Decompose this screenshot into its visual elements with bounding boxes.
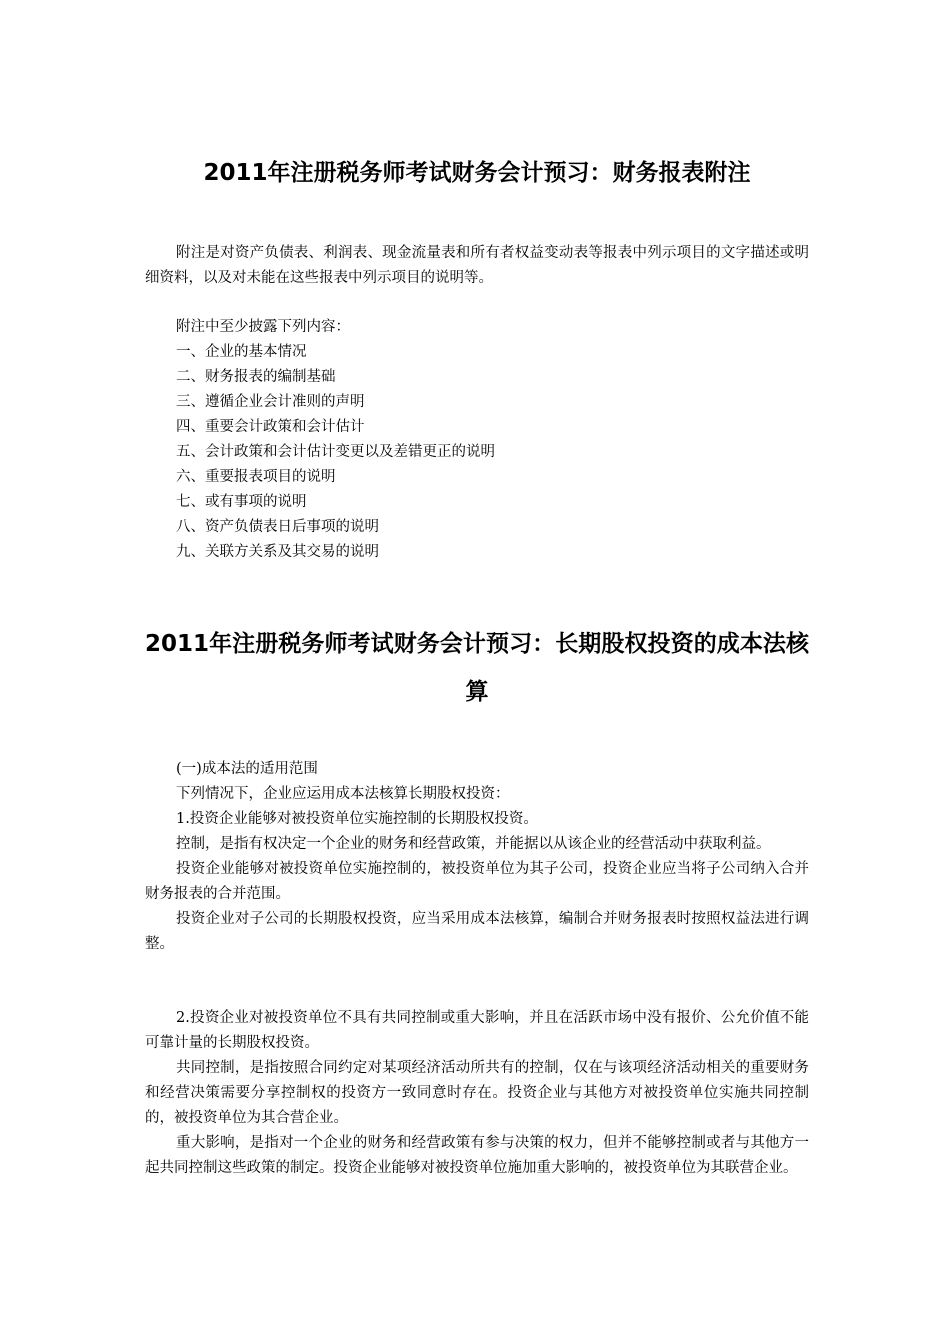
list-item: 五、会计政策和会计估计变更以及差错更正的说明: [176, 444, 495, 460]
list-item: 七、或有事项的说明: [176, 494, 307, 510]
section1-intro-paragraph: 附注是对资产负债表、利润表、现金流量表和所有者权益变动表等报表中列示项目的文字描述或明细资料，以及对未能在这些报表中列示项目的说明等。: [145, 245, 809, 286]
section2-paragraph: (一)成本法的适用范围: [176, 761, 318, 777]
section2-paragraph: 1.投资企业能够对被投资单位实施控制的长期股权投资。: [176, 811, 538, 827]
list-item: 九、关联方关系及其交易的说明: [176, 544, 379, 560]
list-item: 八、资产负债表日后事项的说明: [176, 519, 379, 535]
list-item: 四、重要会计政策和会计估计: [176, 419, 365, 435]
list-item: 三、遵循企业会计准则的声明: [176, 394, 365, 410]
section2-body-block-2: [145, 1006, 809, 1181]
section1-intro-block: [145, 241, 809, 291]
section2-paragraph: 2.投资企业对被投资单位不具有共同控制或重大影响，并且在活跃市场中没有报价、公允价值不能可靠计量的长期股权投资。: [145, 1010, 809, 1051]
section2-body-block: [145, 757, 809, 957]
section2-paragraph: 下列情况下，企业应运用成本法核算长期股权投资：: [176, 786, 510, 802]
section1-title: 2011年注册税务师考试财务会计预习：财务报表附注: [203, 160, 751, 186]
section1-list-block: [145, 315, 809, 565]
section2-paragraph: 投资企业对子公司的长期股权投资，应当采用成本法核算，编制合并财务报表时按照权益法进行调整。: [145, 911, 809, 952]
section1-list-heading: 附注中至少披露下列内容：: [176, 319, 350, 335]
list-item: 一、企业的基本情况: [176, 344, 307, 360]
section2-paragraph: 控制，是指有权决定一个企业的财务和经营政策，并能据以从该企业的经营活动中获取利益。: [176, 836, 771, 852]
list-item: 六、重要报表项目的说明: [176, 469, 336, 485]
section2-paragraph: 重大影响，是指对一个企业的财务和经营政策有参与决策的权力，但并不能够控制或者与其他方一起共同控制这些政策的制定。投资企业能够对被投资单位施加重大影响的，被投资单位为其联营企业。: [145, 1135, 809, 1176]
section2-paragraph: 共同控制，是指按照合同约定对某项经济活动所共有的控制，仅在与该项经济活动相关的重要财务和经营决策需要分享控制权的投资方一致同意时存在。投资企业与其他方对被投资单位实施共同控制的，被投资单位为其合营企业。: [145, 1060, 809, 1126]
list-item: 二、财务报表的编制基础: [176, 369, 336, 385]
section2-paragraph: 投资企业能够对被投资单位实施控制的，被投资单位为其子公司，投资企业应当将子公司纳入合并财务报表的合并范围。: [145, 861, 809, 902]
section2-title: 2011年注册税务师考试财务会计预习：长期股权投资的成本法核算: [145, 631, 809, 705]
